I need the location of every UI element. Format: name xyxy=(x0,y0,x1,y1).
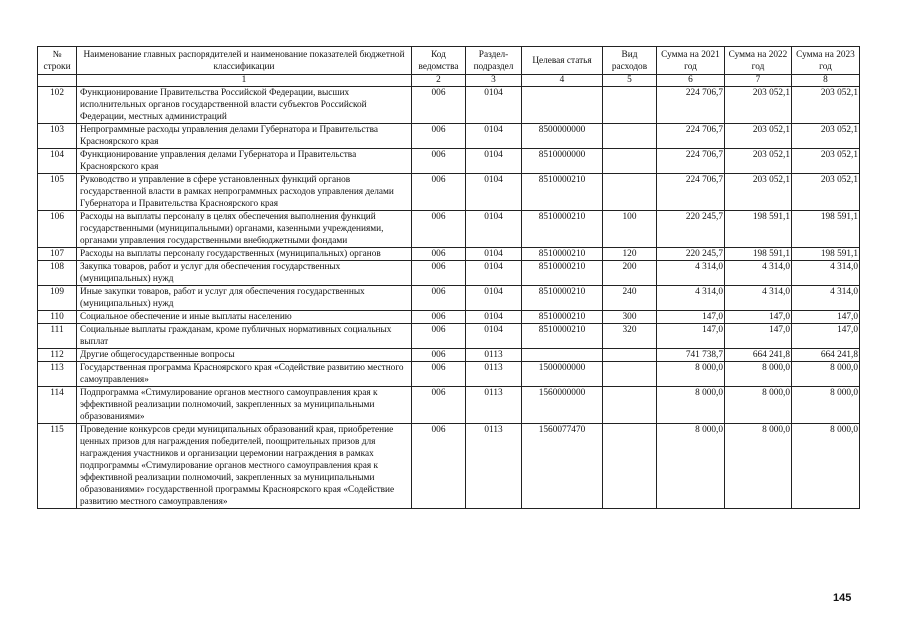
expense-type-cell: 120 xyxy=(603,248,657,261)
table-row xyxy=(38,286,860,311)
sum-2021-cell: 741 738,7 xyxy=(657,349,725,362)
sum-2022-cell: 198 591,1 xyxy=(725,211,792,248)
expense-type-cell xyxy=(603,124,657,149)
table-row xyxy=(38,349,860,362)
col-number: 7 xyxy=(725,75,792,87)
table-row xyxy=(38,87,860,124)
target-article-cell: 8510000210 xyxy=(522,174,603,211)
dept-code-cell: 006 xyxy=(412,362,466,387)
row-name-cell: Закупка товаров, работ и услуг для обеспечения государственных (муниципальных) нужд xyxy=(77,261,412,286)
sum-2022-cell: 664 241,8 xyxy=(725,349,792,362)
table-row xyxy=(38,261,860,286)
sum-2022-cell: 4 314,0 xyxy=(725,286,792,311)
col-number: 2 xyxy=(412,75,466,87)
sum-2023-cell: 147,0 xyxy=(792,311,860,324)
table-row xyxy=(38,149,860,174)
sum-2021-cell: 147,0 xyxy=(657,324,725,349)
section-cell: 0113 xyxy=(466,424,522,509)
header-sum-2023: Сумма на 2023 год xyxy=(792,47,860,75)
sum-2023-cell: 8 000,0 xyxy=(792,387,860,424)
col-number: 1 xyxy=(77,75,412,87)
sum-2021-cell: 4 314,0 xyxy=(657,286,725,311)
col-number: 8 xyxy=(792,75,860,87)
dept-code-cell: 006 xyxy=(412,424,466,509)
sum-2021-cell: 224 706,7 xyxy=(657,124,725,149)
row-name-cell: Проведение конкурсов среди муниципальных образований края, приобретение ценных призов для награждения победителей, поощрительных призов для награждения участников и организации церемонии награждения в рамках подпрограммы «Стимулирование органов местного самоуправления края к эффективной реализации полномочий, закрепленных за муниципальными образованиями» государственной программы Красноярского края «Содействие развитию местного самоуправления» xyxy=(77,424,412,509)
target-article-cell: 8510000000 xyxy=(522,149,603,174)
row-number-cell: 107 xyxy=(38,248,77,261)
row-number-cell: 109 xyxy=(38,286,77,311)
section-cell: 0104 xyxy=(466,324,522,349)
target-article-cell xyxy=(522,349,603,362)
section-cell: 0104 xyxy=(466,248,522,261)
target-article-cell: 8510000210 xyxy=(522,286,603,311)
target-article-cell: 8510000210 xyxy=(522,324,603,349)
target-article-cell: 8510000210 xyxy=(522,211,603,248)
budget-table xyxy=(37,46,860,509)
table-row xyxy=(38,324,860,349)
header-expense-type: Вид расходов xyxy=(603,47,657,75)
sum-2022-cell: 8 000,0 xyxy=(725,362,792,387)
target-article-cell: 8510000210 xyxy=(522,261,603,286)
row-name-cell: Расходы на выплаты персоналу в целях обеспечения выполнения функций государственными (муниципальными) органами, казенными учреждениями, органами управления государственными внебюджетными фондами xyxy=(77,211,412,248)
section-cell: 0104 xyxy=(466,87,522,124)
row-name-cell: Руководство и управление в сфере установленных функций органов государственной власти в рамках непрограммных расходов управления делами Губернатора и Правительства Красноярского края xyxy=(77,174,412,211)
sum-2023-cell: 198 591,1 xyxy=(792,248,860,261)
dept-code-cell: 006 xyxy=(412,387,466,424)
sum-2021-cell: 220 245,7 xyxy=(657,211,725,248)
section-cell: 0113 xyxy=(466,349,522,362)
dept-code-cell: 006 xyxy=(412,87,466,124)
section-cell: 0104 xyxy=(466,211,522,248)
dept-code-cell: 006 xyxy=(412,261,466,286)
target-article-cell: 1560000000 xyxy=(522,387,603,424)
section-cell: 0104 xyxy=(466,174,522,211)
sum-2023-cell: 203 052,1 xyxy=(792,124,860,149)
sum-2022-cell: 4 314,0 xyxy=(725,261,792,286)
sum-2022-cell: 147,0 xyxy=(725,311,792,324)
table-row xyxy=(38,211,860,248)
expense-type-cell: 200 xyxy=(603,261,657,286)
target-article-cell: 1500000000 xyxy=(522,362,603,387)
header-dept-code: Код ведомства xyxy=(412,47,466,75)
section-cell: 0104 xyxy=(466,311,522,324)
sum-2021-cell: 224 706,7 xyxy=(657,174,725,211)
sum-2023-cell: 203 052,1 xyxy=(792,149,860,174)
row-number-cell: 113 xyxy=(38,362,77,387)
header-target: Целевая статья xyxy=(522,47,603,75)
sum-2022-cell: 203 052,1 xyxy=(725,149,792,174)
sum-2021-cell: 147,0 xyxy=(657,311,725,324)
sum-2021-cell: 224 706,7 xyxy=(657,87,725,124)
row-number-cell: 114 xyxy=(38,387,77,424)
sum-2021-cell: 8 000,0 xyxy=(657,387,725,424)
col-number: 6 xyxy=(657,75,725,87)
target-article-cell: 8500000000 xyxy=(522,124,603,149)
row-number-cell: 110 xyxy=(38,311,77,324)
row-name-cell: Подпрограмма «Стимулирование органов местного самоуправления края к эффективной реализации полномочий, закрепленных за муниципальными образованиями» xyxy=(77,387,412,424)
row-number-cell: 103 xyxy=(38,124,77,149)
dept-code-cell: 006 xyxy=(412,211,466,248)
dept-code-cell: 006 xyxy=(412,124,466,149)
sum-2023-cell: 8 000,0 xyxy=(792,362,860,387)
table-row xyxy=(38,387,860,424)
header-sum-2021: Сумма на 2021 год xyxy=(657,47,725,75)
page-number: 145 xyxy=(833,592,852,604)
sum-2023-cell: 8 000,0 xyxy=(792,424,860,509)
row-number-cell: 112 xyxy=(38,349,77,362)
target-article-cell: 1560077470 xyxy=(522,424,603,509)
table-row xyxy=(38,424,860,509)
row-number-cell: 111 xyxy=(38,324,77,349)
expense-type-cell xyxy=(603,87,657,124)
section-cell: 0104 xyxy=(466,261,522,286)
sum-2021-cell: 4 314,0 xyxy=(657,261,725,286)
section-cell: 0113 xyxy=(466,362,522,387)
target-article-cell: 8510000210 xyxy=(522,248,603,261)
expense-type-cell: 320 xyxy=(603,324,657,349)
table-header-row xyxy=(38,47,860,75)
sum-2022-cell: 203 052,1 xyxy=(725,124,792,149)
sum-2022-cell: 147,0 xyxy=(725,324,792,349)
column-number-row xyxy=(38,75,860,87)
row-name-cell: Функционирование Правительства Российской Федерации, высших исполнительных органов государственной власти субъектов Российской Федерации, местных администраций xyxy=(77,87,412,124)
sum-2022-cell: 8 000,0 xyxy=(725,424,792,509)
row-name-cell: Другие общегосударственные вопросы xyxy=(77,349,412,362)
expense-type-cell xyxy=(603,149,657,174)
table-row xyxy=(38,174,860,211)
row-number-cell: 106 xyxy=(38,211,77,248)
sum-2023-cell: 664 241,8 xyxy=(792,349,860,362)
sum-2023-cell: 147,0 xyxy=(792,324,860,349)
row-name-cell: Социальные выплаты гражданам, кроме публичных нормативных социальных выплат xyxy=(77,324,412,349)
col-number xyxy=(38,75,77,87)
sum-2022-cell: 203 052,1 xyxy=(725,87,792,124)
dept-code-cell: 006 xyxy=(412,349,466,362)
sum-2023-cell: 198 591,1 xyxy=(792,211,860,248)
sum-2021-cell: 220 245,7 xyxy=(657,248,725,261)
table-body xyxy=(38,87,860,509)
target-article-cell xyxy=(522,87,603,124)
expense-type-cell xyxy=(603,387,657,424)
sum-2021-cell: 8 000,0 xyxy=(657,362,725,387)
expense-type-cell xyxy=(603,174,657,211)
section-cell: 0113 xyxy=(466,387,522,424)
sum-2022-cell: 198 591,1 xyxy=(725,248,792,261)
expense-type-cell: 100 xyxy=(603,211,657,248)
section-cell: 0104 xyxy=(466,286,522,311)
expense-type-cell xyxy=(603,349,657,362)
sum-2023-cell: 203 052,1 xyxy=(792,87,860,124)
sum-2023-cell: 203 052,1 xyxy=(792,174,860,211)
row-name-cell: Государственная программа Красноярского края «Содействие развитию местного самоуправления» xyxy=(77,362,412,387)
dept-code-cell: 006 xyxy=(412,149,466,174)
col-number: 4 xyxy=(522,75,603,87)
table-row xyxy=(38,248,860,261)
header-sum-2022: Сумма на 2022 год xyxy=(725,47,792,75)
col-number: 5 xyxy=(603,75,657,87)
section-cell: 0104 xyxy=(466,124,522,149)
row-name-cell: Непрограммные расходы управления делами Губернатора и Правительства Красноярского края xyxy=(77,124,412,149)
sum-2022-cell: 8 000,0 xyxy=(725,387,792,424)
row-number-cell: 105 xyxy=(38,174,77,211)
header-row-no: № строки xyxy=(38,47,77,75)
row-number-cell: 104 xyxy=(38,149,77,174)
sum-2023-cell: 4 314,0 xyxy=(792,286,860,311)
header-name: Наименование главных распорядителей и наименование показателей бюджетной классификации xyxy=(77,47,412,75)
section-cell: 0104 xyxy=(466,149,522,174)
sum-2022-cell: 203 052,1 xyxy=(725,174,792,211)
row-name-cell: Функционирование управления делами Губернатора и Правительства Красноярского края xyxy=(77,149,412,174)
sum-2021-cell: 224 706,7 xyxy=(657,149,725,174)
dept-code-cell: 006 xyxy=(412,324,466,349)
expense-type-cell: 240 xyxy=(603,286,657,311)
table-row xyxy=(38,362,860,387)
row-number-cell: 102 xyxy=(38,87,77,124)
dept-code-cell: 006 xyxy=(412,311,466,324)
row-number-cell: 115 xyxy=(38,424,77,509)
expense-type-cell xyxy=(603,362,657,387)
row-name-cell: Расходы на выплаты персоналу государственных (муниципальных) органов xyxy=(77,248,412,261)
col-number: 3 xyxy=(466,75,522,87)
expense-type-cell xyxy=(603,424,657,509)
header-section: Раздел-подраздел xyxy=(466,47,522,75)
dept-code-cell: 006 xyxy=(412,286,466,311)
sum-2023-cell: 4 314,0 xyxy=(792,261,860,286)
dept-code-cell: 006 xyxy=(412,248,466,261)
dept-code-cell: 006 xyxy=(412,174,466,211)
sum-2021-cell: 8 000,0 xyxy=(657,424,725,509)
row-name-cell: Социальное обеспечение и иные выплаты населению xyxy=(77,311,412,324)
table-row xyxy=(38,311,860,324)
row-name-cell: Иные закупки товаров, работ и услуг для обеспечения государственных (муниципальных) нужд xyxy=(77,286,412,311)
table-row xyxy=(38,124,860,149)
target-article-cell: 8510000210 xyxy=(522,311,603,324)
row-number-cell: 108 xyxy=(38,261,77,286)
expense-type-cell: 300 xyxy=(603,311,657,324)
